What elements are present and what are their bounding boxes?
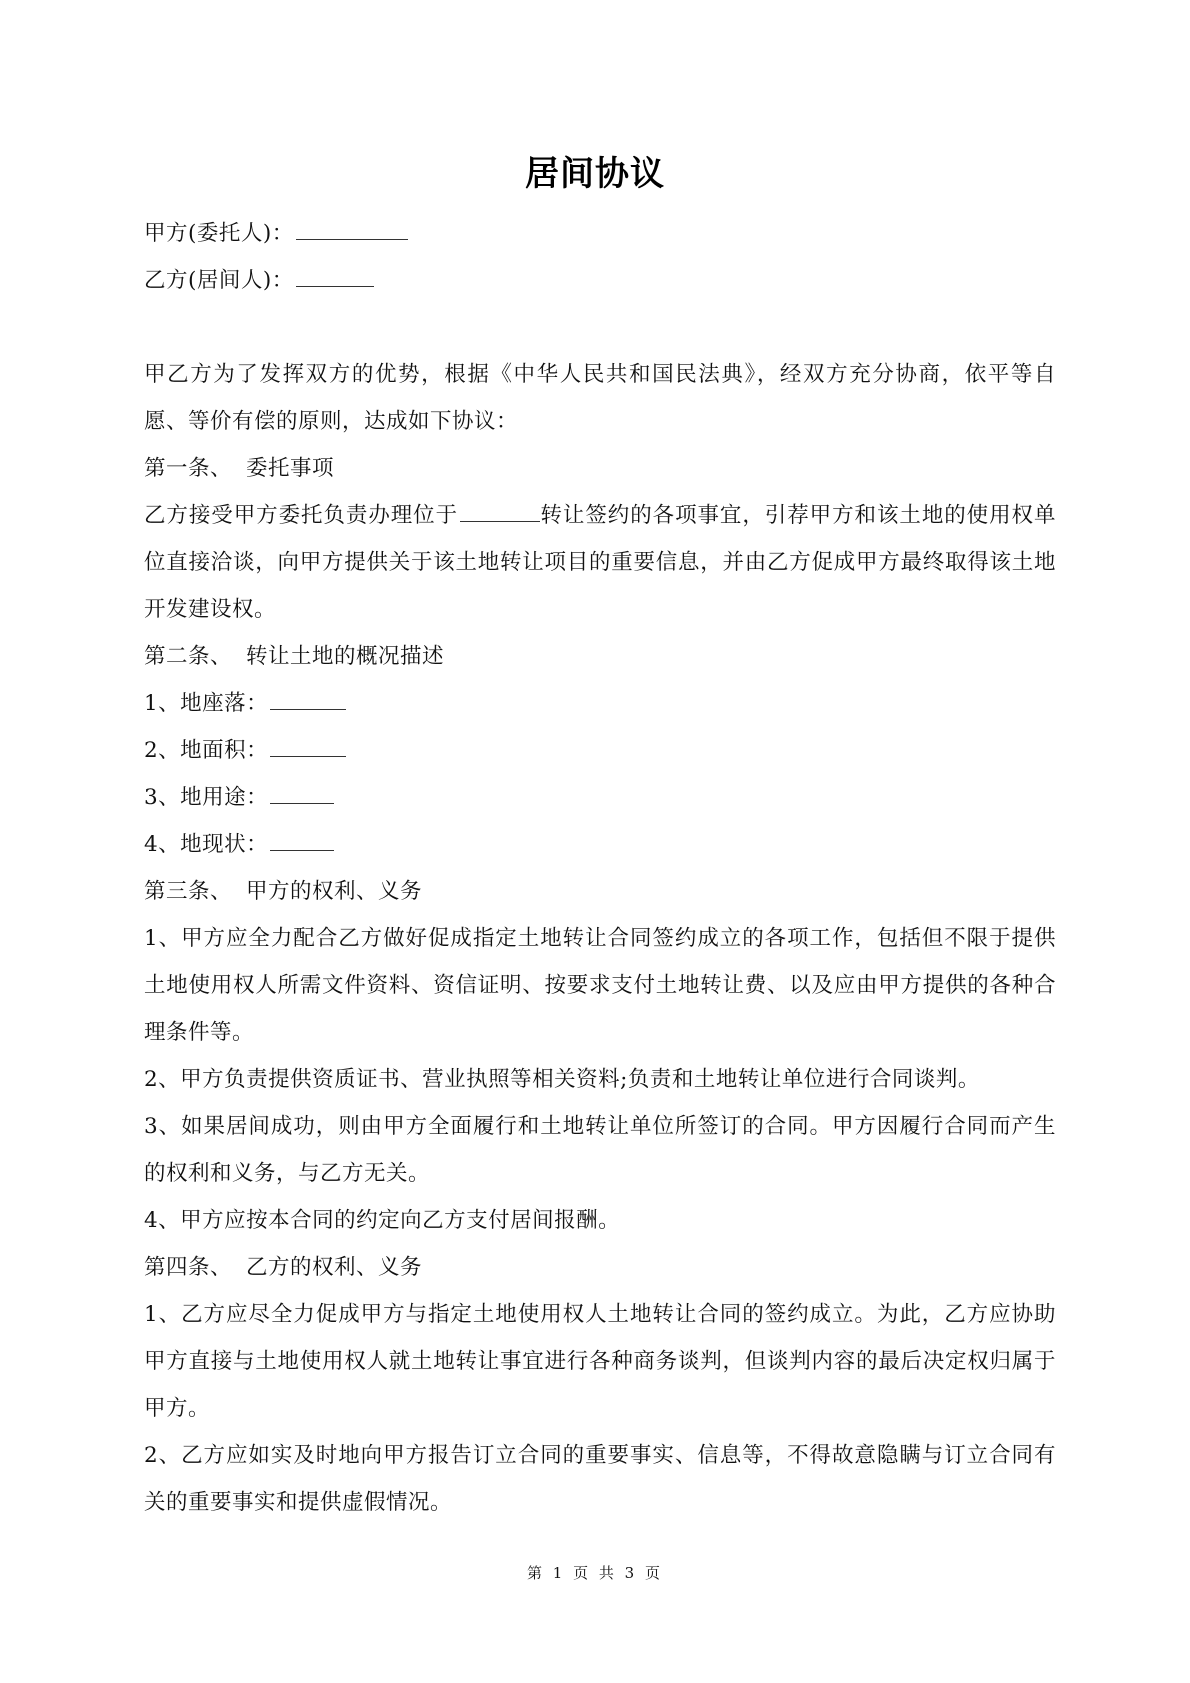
article-3-heading [144, 868, 1056, 915]
spacer [144, 304, 1056, 351]
land-location-item [144, 680, 1056, 727]
land-use-blank [270, 785, 334, 804]
article-4-heading [144, 1244, 1056, 1291]
party-b-label: 乙方(居间人)： [144, 268, 294, 293]
land-area-blank [270, 738, 346, 757]
article-1-heading [144, 445, 1056, 492]
article-2-number: 第二条、 [144, 644, 233, 669]
party-a-blank [296, 221, 408, 240]
page-number-footer: 第 1 页 共 3 页 [527, 1564, 663, 1582]
document-title: 居间协议 [525, 154, 665, 194]
land-status-blank [270, 832, 334, 851]
article-1-number: 第一条、 [144, 456, 233, 481]
land-status-label: 4、地现状： [144, 832, 269, 857]
land-area-label: 2、地面积： [144, 738, 269, 763]
article-4-clause-1: 1、乙方应尽全力促成甲方与指定土地使用权人土地转让合同的签约成立。为此，乙方应协助甲方直接与土地使用权人就土地转让事宜进行各种商务谈判，但谈判内容的最后决定权归属于甲方。 [144, 1302, 1056, 1421]
land-status-item [144, 821, 1056, 868]
article-3-clause-3: 3、如果居间成功，则由甲方全面履行和土地转让单位所签订的合同。甲方因履行合同而产生的权利和义务，与乙方无关。 [144, 1114, 1056, 1186]
preamble-paragraph: 甲乙方为了发挥双方的优势，根据《中华人民共和国民法典》，经双方充分协商，依平等自愿、等价有偿的原则，达成如下协议： [144, 362, 1056, 434]
article-2-title: 转让土地的概况描述 [246, 644, 445, 669]
party-a-label: 甲方(委托人)： [144, 221, 294, 246]
article-2-heading [144, 633, 1056, 680]
party-b-blank [296, 268, 374, 287]
article-3-clause-1: 1、甲方应全力配合乙方做好促成指定土地转让合同签约成立的各项工作，包括但不限于提供土地使用权人所需文件资料、资信证明、按要求支付土地转让费、以及应由甲方提供的各种合理条件等。 [144, 926, 1056, 1045]
land-area-item [144, 727, 1056, 774]
article-4-title: 乙方的权利、义务 [246, 1255, 423, 1280]
land-location-label: 1、地座落： [144, 691, 269, 716]
article-1-text-before: 乙方接受甲方委托负责办理位于 [144, 503, 459, 528]
article-3-clause-4: 4、甲方应按本合同的约定向乙方支付居间报酬。 [144, 1208, 621, 1233]
article-1-paragraph [144, 492, 1056, 633]
document-body [144, 210, 1056, 1526]
location-blank [460, 503, 540, 522]
article-1-text-after: 转让签约的各项事宜，引荐甲方和该土地的使用权单位直接洽谈，向甲方提供关于该土地转让项目的重要信息，并由乙方促成甲方最终取得该土地开发建设权。 [144, 503, 1056, 622]
article-4-clause-2: 2、乙方应如实及时地向甲方报告订立合同的重要事实、信息等，不得故意隐瞒与订立合同有关的重要事实和提供虚假情况。 [144, 1443, 1056, 1515]
article-3-clause-2: 2、甲方负责提供资质证书、营业执照等相关资料;负责和土地转让单位进行合同谈判。 [144, 1067, 980, 1092]
party-a-line [144, 210, 1056, 257]
article-3-number: 第三条、 [144, 879, 233, 904]
article-1-title: 委托事项 [246, 456, 335, 481]
land-use-item [144, 774, 1056, 821]
land-location-blank [270, 691, 346, 710]
land-use-label: 3、地用途： [144, 785, 269, 810]
article-3-title: 甲方的权利、义务 [246, 879, 423, 904]
article-4-number: 第四条、 [144, 1255, 233, 1280]
party-b-line [144, 257, 1056, 304]
